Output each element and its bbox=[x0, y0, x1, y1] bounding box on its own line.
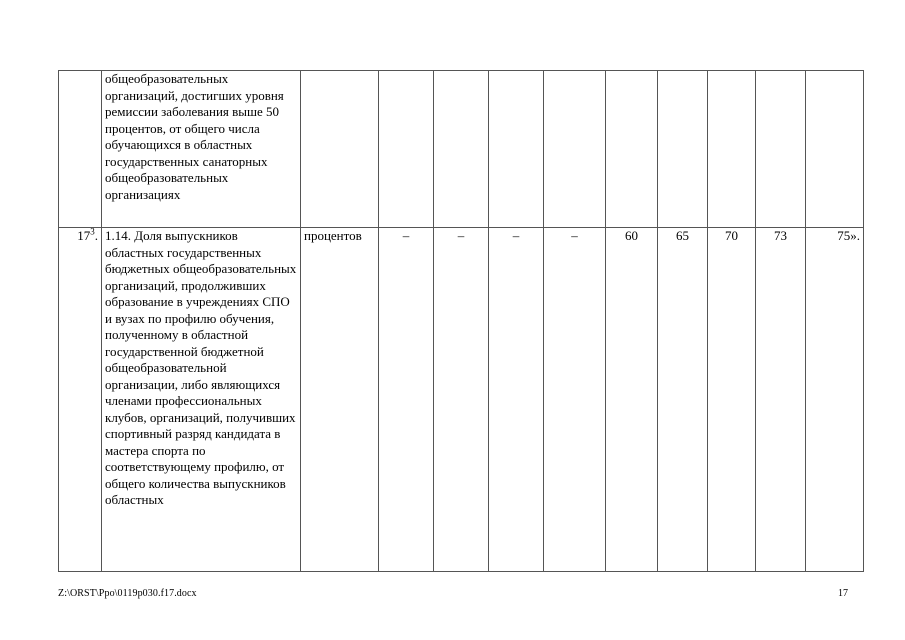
footer-page-number: 17 bbox=[838, 588, 848, 599]
value-cell bbox=[544, 71, 606, 228]
value-cell bbox=[489, 71, 544, 228]
row-number-suffix: . bbox=[94, 228, 98, 243]
value-cell bbox=[708, 71, 756, 228]
table-row bbox=[59, 71, 864, 228]
indicator-table bbox=[58, 70, 864, 572]
row-number bbox=[59, 71, 102, 228]
value-cell bbox=[658, 71, 708, 228]
row-number bbox=[59, 228, 102, 572]
value-cell: 60 bbox=[606, 228, 658, 572]
value-cell: 75». bbox=[806, 228, 864, 572]
value-cell bbox=[756, 71, 806, 228]
value-cell bbox=[606, 71, 658, 228]
value-cell: 65 bbox=[658, 228, 708, 572]
unit-cell bbox=[301, 71, 379, 228]
value-cell: 73 bbox=[756, 228, 806, 572]
value-cell bbox=[434, 71, 489, 228]
indicator-text: 1.14. Доля выпускников областных государственных бюджетных общеобразовательных организаций, продолживших образование в учреждениях СПО и вузах по профилю обучения, полученному в областной государственной бюджетной общеобразовательной организации, либо являющихся членами профессиональных клубов, организаций, получивших спортивный разряд кандидата в мастера спорта по соответствующему профилю, от общего количества выпускников областных bbox=[102, 228, 301, 572]
footer-file-path: Z:\ORST\Ppo\0119p030.f17.docx bbox=[58, 588, 197, 599]
row-number-superscript: 3 bbox=[90, 227, 95, 237]
value-cell: – bbox=[379, 228, 434, 572]
value-cell: – bbox=[434, 228, 489, 572]
value-cell: – bbox=[544, 228, 606, 572]
row-number-main: 17 bbox=[77, 228, 91, 243]
table-row bbox=[59, 228, 864, 572]
value-cell bbox=[379, 71, 434, 228]
value-cell: – bbox=[489, 228, 544, 572]
indicator-text: общеобразовательных организаций, достигших уровня ремиссии заболевания выше 50 процентов, от общего числа обучающихся в областных государственных санаторных общеобразовательных организациях bbox=[102, 71, 301, 228]
value-cell: 70 bbox=[708, 228, 756, 572]
value-cell bbox=[806, 71, 864, 228]
unit-cell: процентов bbox=[301, 228, 379, 572]
